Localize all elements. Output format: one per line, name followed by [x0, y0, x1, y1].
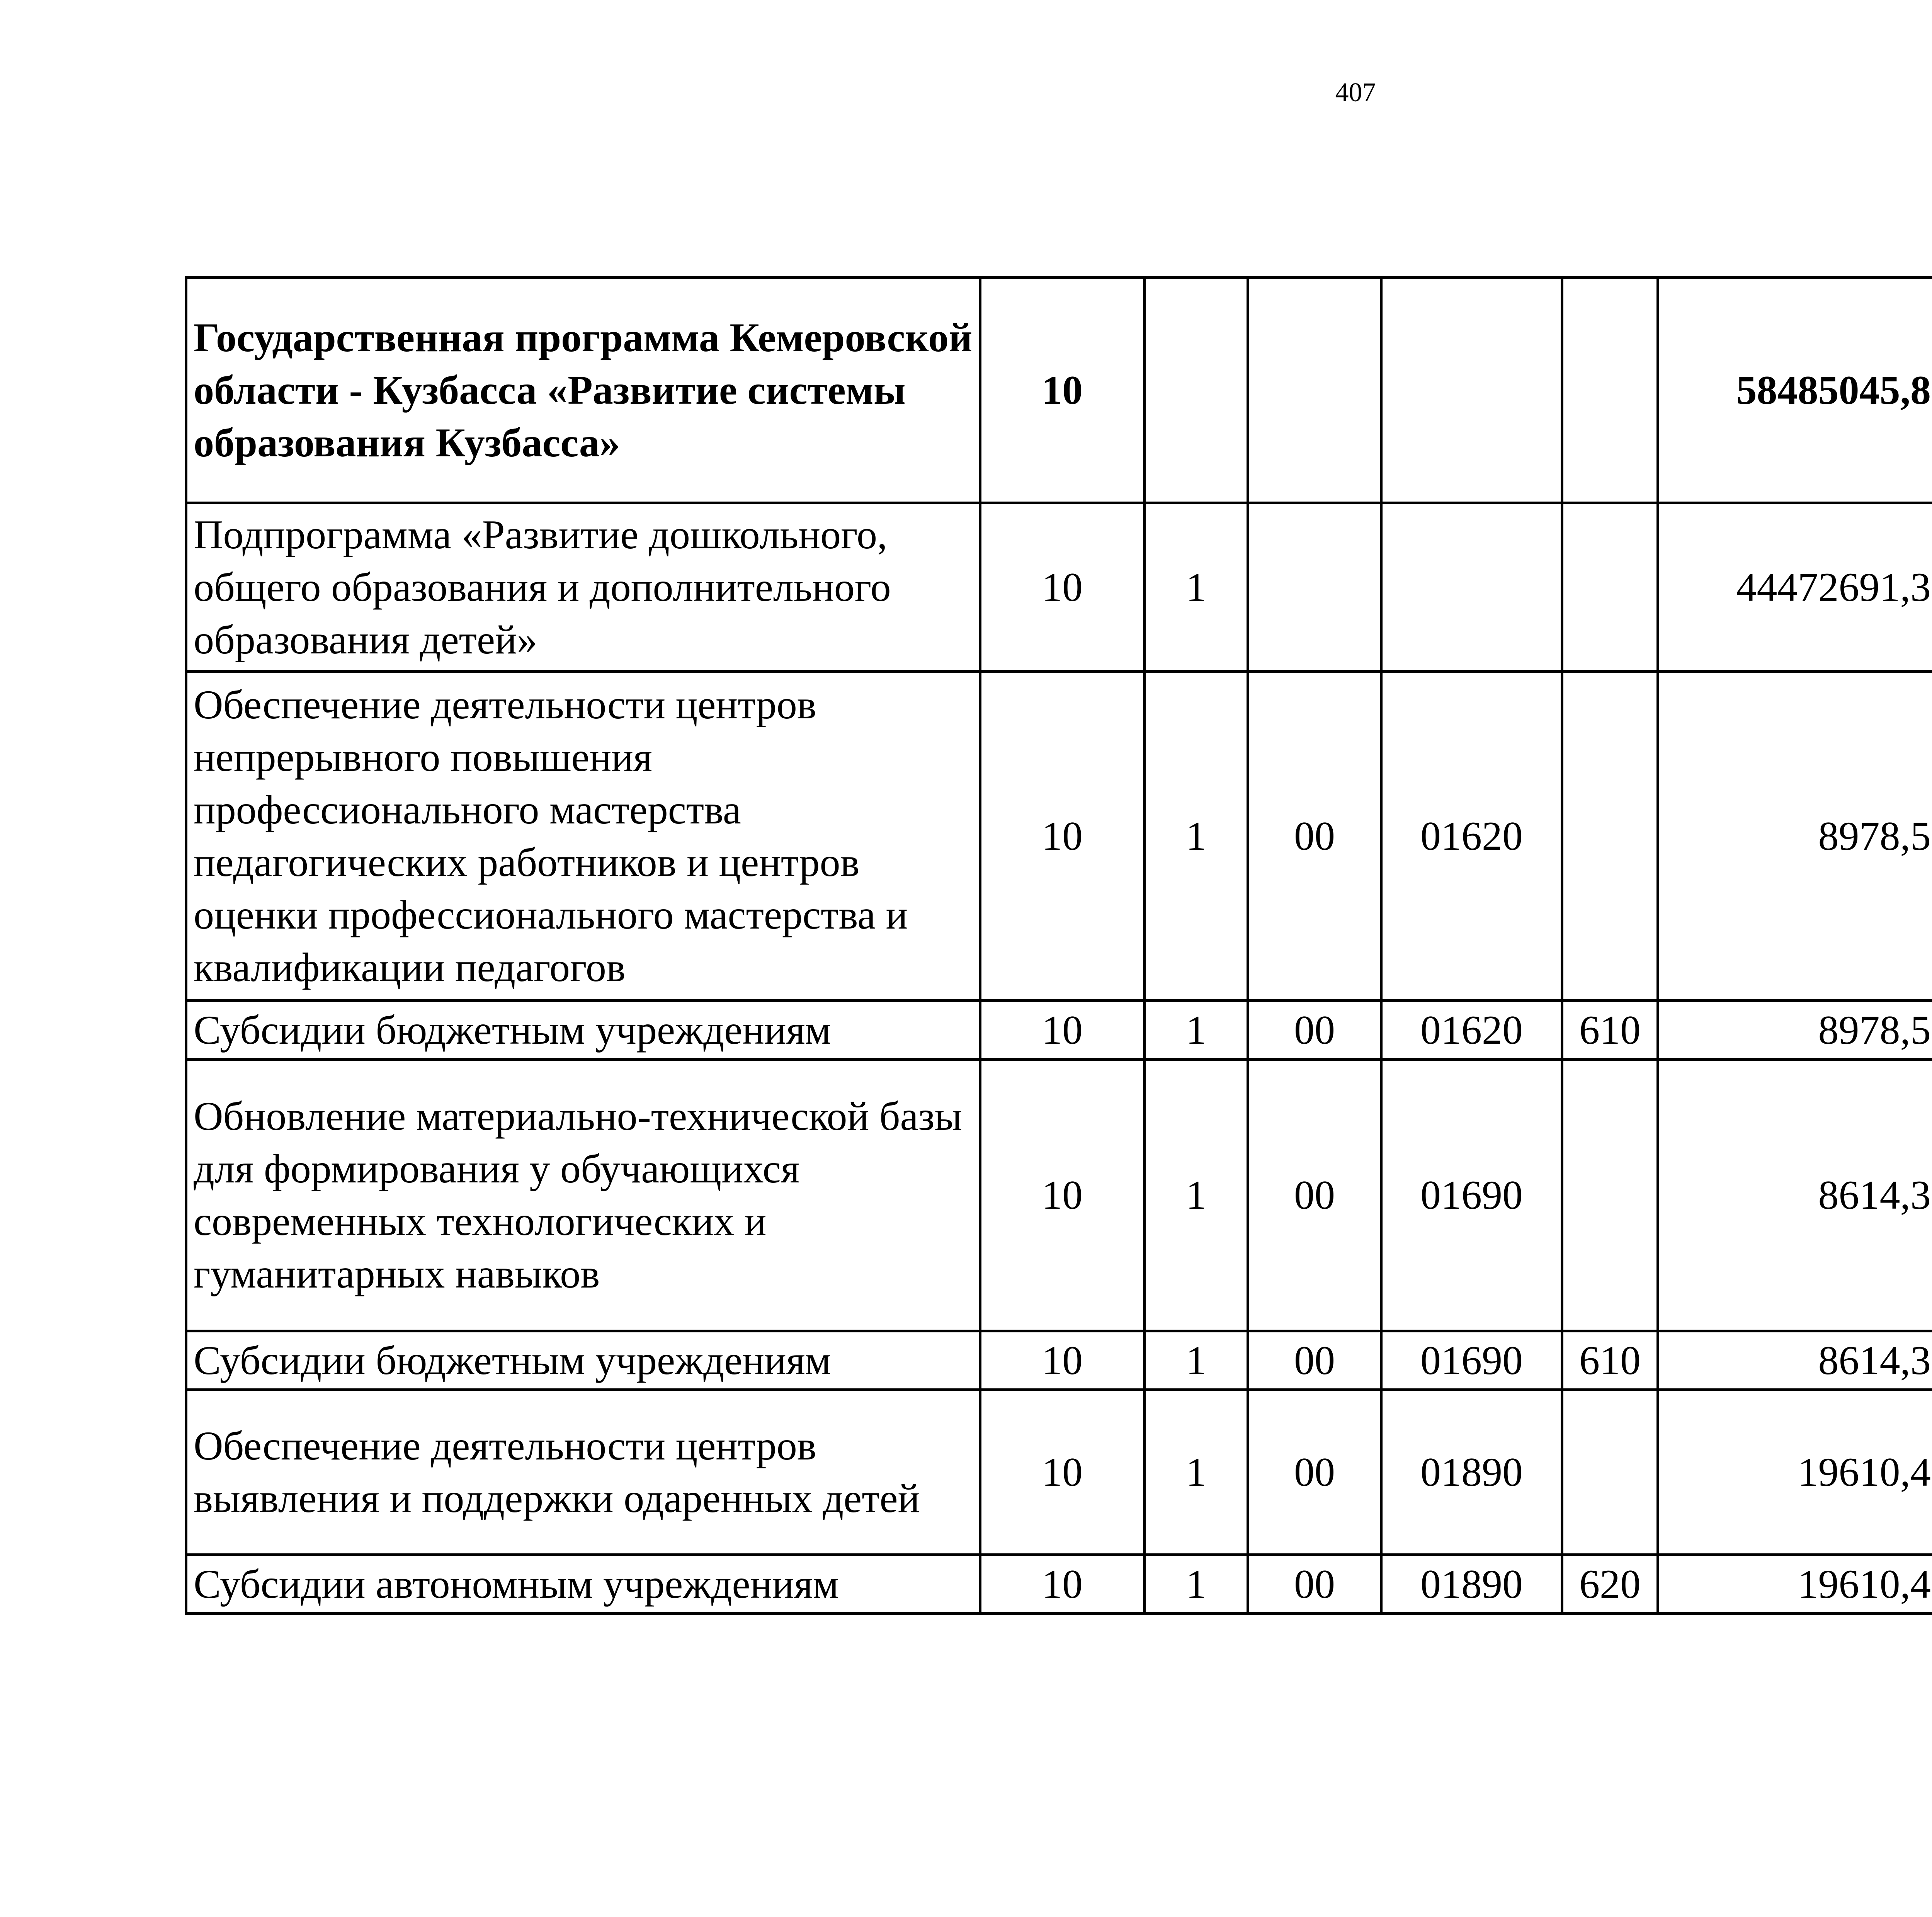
amount-year-1: 8978,5 — [1658, 1001, 1932, 1060]
row-name: Субсидии автономным учреждениям — [186, 1555, 980, 1614]
table-row — [186, 278, 1932, 503]
ministry-code: 10 — [980, 278, 1145, 503]
direction-code — [1248, 503, 1381, 672]
subprogram-code: 1 — [1145, 672, 1248, 1001]
table-row — [186, 1060, 1932, 1331]
table-row — [186, 503, 1932, 672]
expense-type-code — [1562, 1060, 1658, 1331]
amount-year-1: 58485045,8 — [1658, 278, 1932, 503]
subprogram-code: 1 — [1145, 1001, 1248, 1060]
subprogram-code: 1 — [1145, 1555, 1248, 1614]
direction-code: 00 — [1248, 1331, 1381, 1390]
subprogram-code — [1145, 278, 1248, 503]
expense-type-code — [1562, 503, 1658, 672]
expense-code: 01890 — [1381, 1390, 1562, 1555]
direction-code: 00 — [1248, 672, 1381, 1001]
ministry-code: 10 — [980, 672, 1145, 1001]
subprogram-code: 1 — [1145, 503, 1248, 672]
amount-year-1: 19610,4 — [1658, 1555, 1932, 1614]
amount-year-1: 8614,3 — [1658, 1060, 1932, 1331]
direction-code: 00 — [1248, 1390, 1381, 1555]
expense-code: 01620 — [1381, 1001, 1562, 1060]
expense-code: 01690 — [1381, 1060, 1562, 1331]
ministry-code: 10 — [980, 1060, 1145, 1331]
table-row — [186, 1555, 1932, 1614]
ministry-code: 10 — [980, 503, 1145, 672]
ministry-code: 10 — [980, 1001, 1145, 1060]
amount-year-1: 19610,4 — [1658, 1390, 1932, 1555]
expense-code — [1381, 278, 1562, 503]
direction-code: 00 — [1248, 1060, 1381, 1331]
budget-table — [185, 276, 1932, 1615]
row-name: Субсидии бюджетным учреждениям — [186, 1331, 980, 1390]
subprogram-code: 1 — [1145, 1390, 1248, 1555]
expense-code: 01690 — [1381, 1331, 1562, 1390]
expense-type-code: 610 — [1562, 1001, 1658, 1060]
amount-year-1: 8978,5 — [1658, 672, 1932, 1001]
table-row — [186, 672, 1932, 1001]
amount-year-1: 44472691,3 — [1658, 503, 1932, 672]
expense-code: 01890 — [1381, 1555, 1562, 1614]
expense-type-code — [1562, 278, 1658, 503]
ministry-code: 10 — [980, 1390, 1145, 1555]
direction-code — [1248, 278, 1381, 503]
row-name: Обеспечение деятельности центров непрерывного повышения профессионального мастерства педагогических работников и центров оценки профессионального мастерства и квалификации педагогов — [186, 672, 980, 1001]
ministry-code: 10 — [980, 1331, 1145, 1390]
subprogram-code: 1 — [1145, 1060, 1248, 1331]
row-name: Субсидии бюджетным учреждениям — [186, 1001, 980, 1060]
table-row — [186, 1001, 1932, 1060]
ministry-code: 10 — [980, 1555, 1145, 1614]
expense-type-code: 610 — [1562, 1331, 1658, 1390]
table-row — [186, 1331, 1932, 1390]
page-number: 407 — [1335, 78, 1376, 107]
expense-code — [1381, 503, 1562, 672]
direction-code: 00 — [1248, 1001, 1381, 1060]
row-name: Государственная программа Кемеровской области - Кузбасса «Развитие системы образования Кузбасса» — [186, 278, 980, 503]
subprogram-code: 1 — [1145, 1331, 1248, 1390]
table-row — [186, 1390, 1932, 1555]
row-name: Подпрограмма «Развитие дошкольного, общего образования и дополнительного образования детей» — [186, 503, 980, 672]
amount-year-1: 8614,3 — [1658, 1331, 1932, 1390]
row-name: Обеспечение деятельности центров выявления и поддержки одаренных детей — [186, 1390, 980, 1555]
expense-type-code — [1562, 1390, 1658, 1555]
row-name: Обновление материально-технической базы для формирования у обучающихся современных технологических и гуманитарных навыков — [186, 1060, 980, 1331]
expense-type-code: 620 — [1562, 1555, 1658, 1614]
expense-type-code — [1562, 672, 1658, 1001]
expense-code: 01620 — [1381, 672, 1562, 1001]
direction-code: 00 — [1248, 1555, 1381, 1614]
